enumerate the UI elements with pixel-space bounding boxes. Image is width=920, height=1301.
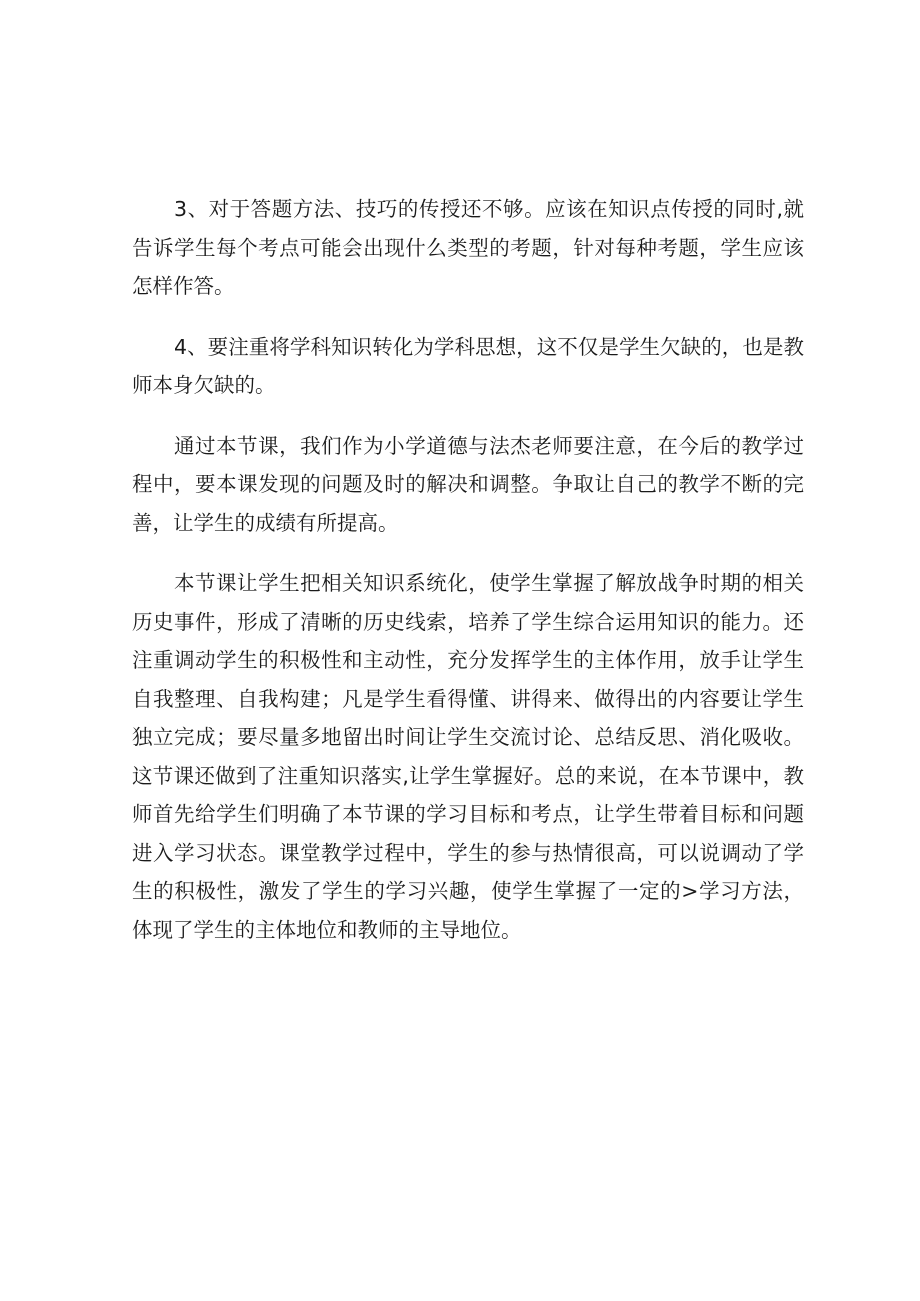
paragraph-answer-techniques: 3、对于答题方法、技巧的传授还不够。应该在知识点传授的同时,就告诉学生每个考点可能会出现什么类型的考题，针对每种考题，学生应该怎样作答。 — [132, 197, 804, 298]
paragraph-lesson-reflection: 通过本节课，我们作为小学道德与法杰老师要注意，在今后的教学过程中，要本课发现的问题及时的解决和调整。争取让自己的教学不断的完善，让学生的成绩有所提高。 — [132, 433, 804, 535]
paragraph-lesson-summary: 本节课让学生把相关知识系统化，使学生掌握了解放战争时期的相关历史事件，形成了清晰的历史线索，培养了学生综合运用知识的能力。还注重调动学生的积极性和主动性，充分发挥学生的主体作用，放手让学生自我整理、自我构建；凡是学生看得懂、讲得来、做得出的内容要让学生独立完成；要尽量多地留出时间让学生交流讨论、总结反思、消化吸收。这节课还做到了注重知识落实,让学生掌握好。总的来说，在本节课中，教师首先给学生们明确了本节课的学习目标和考点，让学生带着目标和问题进入学习状态。课堂教学过程中，学生的参与热情很高，可以说调动了学生的积极性，激发了学生的学习兴趣，使学生掌握了一定的>学习方法，体现了学生的主体地位和教师的主导地位。 — [132, 571, 804, 942]
paragraph-subject-thinking: 4、要注重将学科知识转化为学科思想，这不仅是学生欠缺的，也是教师本身欠缺的。 — [132, 334, 804, 397]
document-body — [132, 190, 804, 971]
